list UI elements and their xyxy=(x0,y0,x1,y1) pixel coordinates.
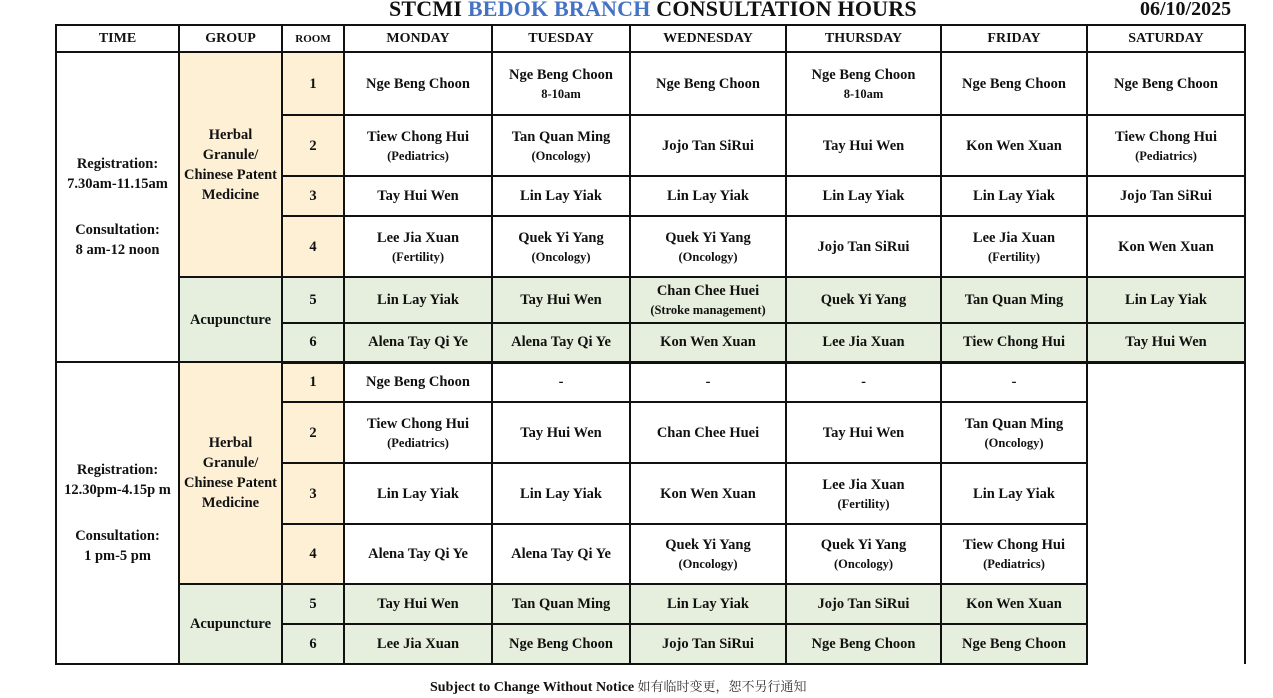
doctor-name: Tiew Chong Hui xyxy=(1114,128,1218,145)
col-header-tuesday: TUESDAY xyxy=(492,25,630,52)
session-note: 8-10am xyxy=(843,86,884,101)
afternoon-monday-room-4-cell xyxy=(344,524,492,584)
doctor-name: Nge Beng Choon xyxy=(366,75,470,92)
session-note: (Oncology) xyxy=(531,249,591,264)
afternoon-tuesday-room-6-cell xyxy=(492,624,630,664)
doctor-name: Tay Hui Wen xyxy=(377,188,459,204)
doctor-name: Lee Jia Xuan xyxy=(376,636,460,652)
doctor-name: Alena Tay Qi Ye xyxy=(368,546,468,562)
session-note: (Oncology) xyxy=(678,249,738,264)
morning-room-5-row xyxy=(56,277,1245,323)
afternoon-thursday-room-4-cell xyxy=(786,524,941,584)
doctor-name: Kon Wen Xuan xyxy=(660,334,756,351)
morning-thursday-room-6-cell xyxy=(786,323,941,362)
morning-monday-room-4-cell xyxy=(344,216,492,277)
afternoon-wednesday-room-1-cell xyxy=(630,362,786,402)
title-branch: BEDOK BRANCH xyxy=(467,0,651,21)
morning-tuesday-room-5-cell xyxy=(492,277,630,323)
morning-consultation-hours: 8 am-12 noon xyxy=(75,242,160,258)
col-header-time: TIME xyxy=(56,25,179,52)
session-note: (Stroke management) xyxy=(650,303,766,317)
morning-tuesday-room-6-cell xyxy=(492,323,630,362)
doctor-name: Quek Yi Yang xyxy=(665,537,751,553)
afternoon-wednesday-room-6-cell xyxy=(630,624,786,664)
doctor-name: Jojo Tan SiRui xyxy=(662,137,754,154)
afternoon-saturday-empty xyxy=(1087,362,1245,664)
doctor-name: Nge Beng Choon xyxy=(962,75,1066,92)
footer-english: Subject to Change Without Notice xyxy=(430,680,635,695)
morning-tuesday-room-3-cell xyxy=(492,176,630,216)
doctor-name: Jojo Tan SiRui xyxy=(1120,188,1212,204)
afternoon-friday-room-4-cell xyxy=(941,524,1087,584)
doctor-name: Quek Yi Yang xyxy=(820,292,907,308)
morning-friday-room-2-cell xyxy=(941,115,1087,176)
morning-registration-label: Registration: xyxy=(76,156,159,172)
doctor-name: Kon Wen Xuan xyxy=(1118,238,1214,255)
doctor-name: - xyxy=(558,374,564,391)
afternoon-room-number: 4 xyxy=(282,524,344,584)
morning-tuesday-room-2-cell xyxy=(492,115,630,176)
doctor-name: Lee Jia Xuan xyxy=(822,476,905,493)
doctor-name: Lin Lay Yiak xyxy=(520,485,602,502)
afternoon-wednesday-room-2-cell xyxy=(630,402,786,463)
doctor-name: - xyxy=(1011,374,1017,391)
afternoon-tuesday-room-5-cell xyxy=(492,584,630,624)
morning-monday-room-3-cell xyxy=(344,176,492,216)
morning-friday-room-3-cell xyxy=(941,176,1087,216)
afternoon-tuesday-room-1-cell xyxy=(492,362,630,402)
morning-wednesday-room-1-cell xyxy=(630,52,786,115)
doctor-name: Kon Wen Xuan xyxy=(966,137,1062,154)
morning-saturday-room-2-cell xyxy=(1087,115,1245,176)
doctor-name: Lin Lay Yiak xyxy=(822,188,905,204)
afternoon-wednesday-room-3-cell xyxy=(630,463,786,524)
doctor-name: Alena Tay Qi Ye xyxy=(511,334,611,351)
doctor-name: Tay Hui Wen xyxy=(1125,334,1207,351)
doctor-name: Nge Beng Choon xyxy=(509,636,613,652)
afternoon-room-number: 5 xyxy=(282,584,344,624)
afternoon-acupuncture-group-cell: Acupuncture xyxy=(179,584,282,664)
doctor-name: Quek Yi Yang xyxy=(665,229,751,246)
afternoon-room-number: 3 xyxy=(282,463,344,524)
afternoon-consultation-label: Consultation: xyxy=(75,528,160,544)
afternoon-thursday-room-3-cell xyxy=(786,463,941,524)
afternoon-friday-room-3-cell xyxy=(941,463,1087,524)
col-header-monday: MONDAY xyxy=(344,25,492,52)
session-note: (Fertility) xyxy=(391,249,445,264)
session-note: (Pediatrics) xyxy=(1135,148,1197,163)
afternoon-time-cell xyxy=(56,362,179,664)
morning-saturday-room-3-cell xyxy=(1087,176,1245,216)
session-note: (Oncology) xyxy=(531,148,591,163)
doctor-name: Lin Lay Yiak xyxy=(973,485,1055,502)
footer-notice xyxy=(430,676,807,696)
doctor-name: Alena Tay Qi Ye xyxy=(511,546,611,562)
morning-room-number: 4 xyxy=(282,216,344,277)
column-header-row xyxy=(56,25,1245,52)
doctor-name: Lee Jia Xuan xyxy=(376,229,460,246)
session-note: (Fertility) xyxy=(837,496,890,511)
doctor-name: Jojo Tan SiRui xyxy=(817,238,910,255)
afternoon-monday-room-1-cell xyxy=(344,362,492,402)
afternoon-monday-room-6-cell xyxy=(344,624,492,664)
afternoon-room-number: 2 xyxy=(282,402,344,463)
session-note: (Fertility) xyxy=(987,249,1041,264)
afternoon-registration-hours: 12.30pm-4.15p m xyxy=(64,482,171,498)
afternoon-registration-label: Registration: xyxy=(76,462,159,478)
doctor-name: Kon Wen Xuan xyxy=(660,485,756,502)
doctor-name: Nge Beng Choon xyxy=(962,636,1066,652)
doctor-name: Tan Quan Ming xyxy=(511,596,611,612)
afternoon-tuesday-room-3-cell xyxy=(492,463,630,524)
page-header xyxy=(0,0,1273,24)
doctor-name: Lin Lay Yiak xyxy=(377,292,459,308)
doctor-name: Tay Hui Wen xyxy=(520,424,602,441)
doctor-name: Tiew Chong Hui xyxy=(366,128,470,145)
doctor-name: Nge Beng Choon xyxy=(811,636,916,652)
morning-room-number: 5 xyxy=(282,277,344,323)
doctor-name: Tan Quan Ming xyxy=(511,128,611,145)
morning-saturday-room-4-cell xyxy=(1087,216,1245,277)
doctor-name: Lin Lay Yiak xyxy=(377,485,459,502)
afternoon-friday-room-5-cell xyxy=(941,584,1087,624)
morning-wednesday-room-2-cell xyxy=(630,115,786,176)
session-note: 8-10am xyxy=(541,86,581,101)
morning-thursday-room-3-cell xyxy=(786,176,941,216)
morning-room-number: 2 xyxy=(282,115,344,176)
doctor-name: Alena Tay Qi Ye xyxy=(368,334,468,351)
doctor-name: Quek Yi Yang xyxy=(820,537,907,553)
afternoon-wednesday-room-5-cell xyxy=(630,584,786,624)
morning-friday-room-6-cell xyxy=(941,323,1087,362)
morning-thursday-room-2-cell xyxy=(786,115,941,176)
doctor-name: Lin Lay Yiak xyxy=(667,596,749,612)
doctor-name: Jojo Tan SiRui xyxy=(817,596,910,612)
morning-saturday-room-5-cell xyxy=(1087,277,1245,323)
col-header-saturday: SATURDAY xyxy=(1087,25,1245,52)
morning-wednesday-room-5-cell xyxy=(630,277,786,323)
afternoon-thursday-room-1-cell xyxy=(786,362,941,402)
morning-room-number: 1 xyxy=(282,52,344,115)
morning-monday-room-5-cell xyxy=(344,277,492,323)
morning-thursday-room-1-cell xyxy=(786,52,941,115)
afternoon-room-1-row xyxy=(56,362,1245,402)
afternoon-tuesday-room-2-cell xyxy=(492,402,630,463)
col-header-friday: FRIDAY xyxy=(941,25,1087,52)
morning-consultation-label: Consultation: xyxy=(75,222,160,238)
morning-room-number: 6 xyxy=(282,323,344,362)
morning-wednesday-room-3-cell xyxy=(630,176,786,216)
afternoon-consultation-hours: 1 pm-5 pm xyxy=(84,548,151,564)
morning-thursday-room-4-cell xyxy=(786,216,941,277)
doctor-name: Chan Chee Huei xyxy=(656,283,760,299)
afternoon-wednesday-room-4-cell xyxy=(630,524,786,584)
morning-time-cell xyxy=(56,52,179,362)
doctor-name: Quek Yi Yang xyxy=(518,229,604,246)
afternoon-monday-room-2-cell xyxy=(344,402,492,463)
afternoon-friday-room-1-cell xyxy=(941,362,1087,402)
doctor-name: Tay Hui Wen xyxy=(520,292,602,308)
doctor-name: - xyxy=(705,374,711,391)
doctor-name: Lin Lay Yiak xyxy=(1125,292,1207,308)
morning-friday-room-4-cell xyxy=(941,216,1087,277)
doctor-name: Nge Beng Choon xyxy=(1114,75,1218,92)
doctor-name: Tiew Chong Hui xyxy=(962,334,1066,351)
doctor-name: Chan Chee Huei xyxy=(656,424,760,441)
morning-room-number: 3 xyxy=(282,176,344,216)
consultation-schedule-table xyxy=(55,24,1246,665)
morning-room-1-row xyxy=(56,52,1245,115)
col-header-room: ROOM xyxy=(282,25,344,52)
col-header-wednesday: WEDNESDAY xyxy=(630,25,786,52)
afternoon-room-5-row xyxy=(56,584,1245,624)
col-header-group: GROUP xyxy=(179,25,282,52)
doctor-name: Tiew Chong Hui xyxy=(366,415,470,432)
morning-wednesday-room-6-cell xyxy=(630,323,786,362)
session-note: (Pediatrics) xyxy=(387,435,449,450)
doctor-name: Nge Beng Choon xyxy=(366,374,470,391)
morning-monday-room-1-cell xyxy=(344,52,492,115)
morning-friday-room-1-cell xyxy=(941,52,1087,115)
afternoon-tuesday-room-4-cell xyxy=(492,524,630,584)
afternoon-herbal-group-cell: Herbal Granule/ Chinese Patent Medicine xyxy=(179,362,282,584)
morning-monday-room-6-cell xyxy=(344,323,492,362)
morning-saturday-room-6-cell xyxy=(1087,323,1245,362)
doctor-name: Tay Hui Wen xyxy=(377,596,459,612)
morning-wednesday-room-4-cell xyxy=(630,216,786,277)
afternoon-friday-room-6-cell xyxy=(941,624,1087,664)
afternoon-thursday-room-5-cell xyxy=(786,584,941,624)
afternoon-room-number: 6 xyxy=(282,624,344,664)
title-prefix: STCMI xyxy=(389,0,463,21)
morning-herbal-group-cell: Herbal Granule/ Chinese Patent Medicine xyxy=(179,52,282,277)
afternoon-monday-room-3-cell xyxy=(344,463,492,524)
doctor-name: Tiew Chong Hui xyxy=(962,537,1066,553)
page-title xyxy=(389,0,917,22)
doctor-name: Lin Lay Yiak xyxy=(973,188,1055,204)
doctor-name: Lin Lay Yiak xyxy=(520,188,602,204)
doctor-name: Kon Wen Xuan xyxy=(966,596,1062,612)
morning-registration-hours: 7.30am-11.15am xyxy=(67,176,168,192)
doctor-name: Tay Hui Wen xyxy=(822,424,905,441)
doctor-name: Tay Hui Wen xyxy=(822,137,905,154)
morning-tuesday-room-4-cell xyxy=(492,216,630,277)
session-note: (Oncology) xyxy=(678,557,738,571)
afternoon-monday-room-5-cell xyxy=(344,584,492,624)
doctor-name: Lee Jia Xuan xyxy=(822,334,905,351)
morning-tuesday-room-1-cell xyxy=(492,52,630,115)
session-note: (Oncology) xyxy=(833,557,894,571)
doctor-name: Nge Beng Choon xyxy=(656,75,760,92)
doctor-name: Lin Lay Yiak xyxy=(667,188,749,204)
doctor-name: Nge Beng Choon xyxy=(811,66,916,83)
doctor-name: - xyxy=(861,374,866,391)
doctor-name: Jojo Tan SiRui xyxy=(662,636,754,652)
morning-thursday-room-5-cell xyxy=(786,277,941,323)
doctor-name: Nge Beng Choon xyxy=(509,66,613,83)
session-note: (Pediatrics) xyxy=(983,557,1045,571)
col-header-thursday: THURSDAY xyxy=(786,25,941,52)
session-note: (Oncology) xyxy=(984,435,1044,450)
footer-chinese: 如有临时变更，恕不另行通知 xyxy=(637,680,807,695)
morning-friday-room-5-cell xyxy=(941,277,1087,323)
title-suffix: CONSULTATION HOURS xyxy=(656,0,917,21)
morning-monday-room-2-cell xyxy=(344,115,492,176)
session-note: (Pediatrics) xyxy=(387,148,449,163)
morning-saturday-room-1-cell xyxy=(1087,52,1245,115)
afternoon-thursday-room-2-cell xyxy=(786,402,941,463)
morning-acupuncture-group-cell: Acupuncture xyxy=(179,277,282,362)
afternoon-thursday-room-6-cell xyxy=(786,624,941,664)
doctor-name: Tan Quan Ming xyxy=(964,292,1064,308)
doctor-name: Tan Quan Ming xyxy=(964,415,1064,432)
afternoon-friday-room-2-cell xyxy=(941,402,1087,463)
doctor-name: Lee Jia Xuan xyxy=(972,229,1056,246)
schedule-date: 06/10/2025 xyxy=(1140,0,1232,20)
afternoon-room-number: 1 xyxy=(282,362,344,402)
